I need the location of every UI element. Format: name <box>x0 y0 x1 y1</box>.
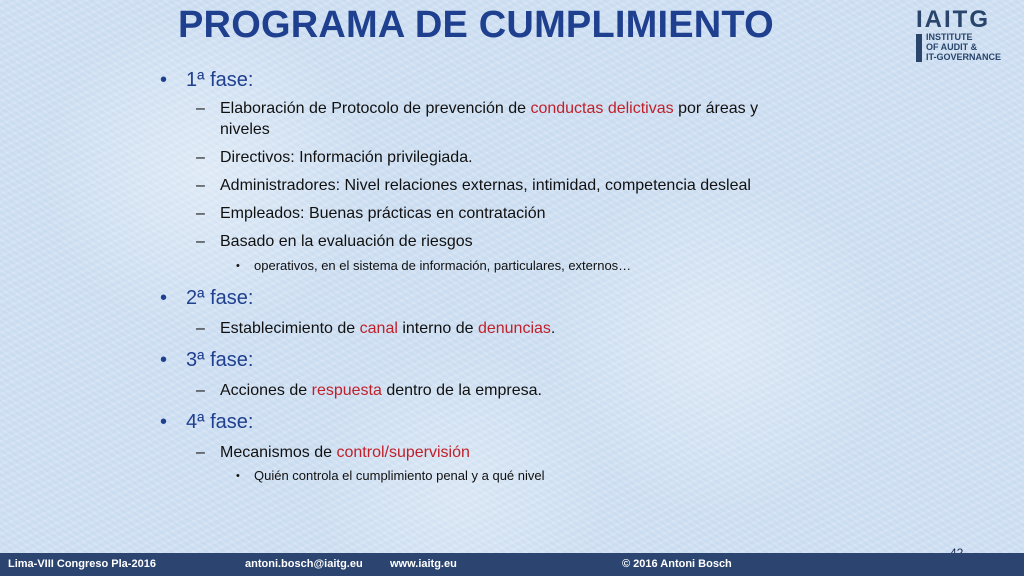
phase-1-item: – Basado en la evaluación de riesgos <box>160 231 1020 252</box>
phase-1-label: • 1ª fase: <box>160 66 1020 94</box>
phase-3-label: • 3ª fase: <box>160 346 1020 374</box>
footer-email[interactable]: antoni.bosch@iaitg.eu <box>245 558 363 570</box>
phase-1-item: – Empleados: Buenas prácticas en contratación <box>160 203 1020 224</box>
logo-line: IT-GOVERNANCE <box>926 52 1002 62</box>
phase-1-item: – Directivos: Información privilegiada. <box>160 147 1020 168</box>
phase-4-item: – Mecanismos de control/supervisión <box>160 442 1020 463</box>
highlight: conductas delictivas <box>530 100 674 117</box>
footer-website[interactable]: www.iaitg.eu <box>390 558 457 570</box>
phase-1-item: – Administradores: Nivel relaciones externas, intimidad, competencia desleal <box>160 175 1020 196</box>
phase-2-label: • 2ª fase: <box>160 284 1020 312</box>
highlight: canal <box>359 320 398 337</box>
phase-2-item: – Establecimiento de canal interno de denuncias. <box>160 318 1020 339</box>
footer-copyright: © 2016 Antoni Bosch <box>622 558 732 570</box>
phase-4-subitem: • Quién controla el cumplimiento penal y a qué nivel <box>160 466 1020 486</box>
logo-bar <box>916 34 922 62</box>
page-title: PROGRAMA DE CUMPLIMIENTO <box>178 4 774 46</box>
highlight: respuesta <box>311 382 382 399</box>
phase-1-subitem: • operativos, en el sistema de información, particulares, externos… <box>160 256 1020 276</box>
phase-1-item: – Elaboración de Protocolo de prevención de conductas delictivas por áreas y niveles <box>160 98 1020 140</box>
slide-content <box>160 66 1020 486</box>
logo-line: OF AUDIT & <box>926 42 978 52</box>
iaitg-logo <box>916 4 1016 64</box>
phase-4-label: • 4ª fase: <box>160 408 1020 436</box>
phase-3-item: – Acciones de respuesta dentro de la empresa. <box>160 380 1020 401</box>
footer-event: Lima-VIII Congreso Pla-2016 <box>8 558 156 570</box>
logo-mark: IAITG <box>916 6 990 33</box>
highlight: denuncias <box>477 320 551 337</box>
logo-text <box>926 32 1001 62</box>
footer-bar <box>0 553 1024 576</box>
highlight: control/supervisión <box>336 444 470 461</box>
logo-line: INSTITUTE <box>926 32 973 42</box>
